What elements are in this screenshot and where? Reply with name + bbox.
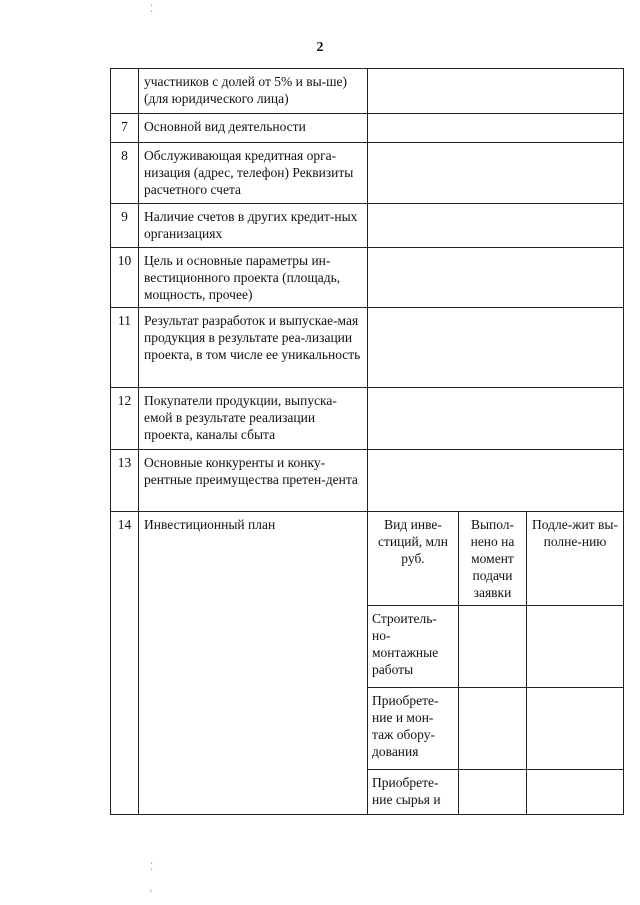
application-form-table bbox=[110, 68, 624, 815]
row-label: Обслуживающая кредитная орга-низация (адрес, телефон) Реквизиты расчетного счета bbox=[139, 143, 368, 204]
header-to-be-completed: Подле-жит вы-полне-нию bbox=[527, 512, 624, 606]
scan-artifact-bottom-2: ⸯ bbox=[148, 891, 154, 902]
row-number: 11 bbox=[111, 308, 139, 388]
table-row bbox=[111, 204, 624, 248]
investment-type-cell: Приобрете-ние сырья и bbox=[368, 770, 459, 815]
row-label: участников с долей от 5% и вы-ше) (для юридического лица) bbox=[139, 69, 368, 114]
row-value bbox=[368, 308, 624, 388]
row-number: 12 bbox=[111, 388, 139, 450]
scan-artifact-top: ⁚ bbox=[150, 4, 154, 15]
to-be-completed-cell bbox=[527, 688, 624, 770]
row-label: Покупатели продукции, выпуска-емой в результате реализации проекта, каналы сбыта bbox=[139, 388, 368, 450]
row-value bbox=[368, 388, 624, 450]
completed-cell bbox=[459, 606, 527, 688]
row-number: 14 bbox=[111, 512, 139, 815]
table-row bbox=[111, 308, 624, 388]
page-number: 2 bbox=[316, 40, 324, 55]
row-value bbox=[368, 114, 624, 143]
investment-plan-label: Инвестиционный план bbox=[139, 512, 368, 815]
table-row bbox=[111, 248, 624, 308]
completed-cell bbox=[459, 770, 527, 815]
investment-type-cell: Строитель-но-монтажные работы bbox=[368, 606, 459, 688]
table-row bbox=[111, 388, 624, 450]
row-number: 10 bbox=[111, 248, 139, 308]
table-row bbox=[111, 69, 624, 114]
investment-plan-header-row bbox=[111, 512, 624, 606]
row-number: 9 bbox=[111, 204, 139, 248]
row-number: 13 bbox=[111, 450, 139, 512]
row-value bbox=[368, 69, 624, 114]
row-value bbox=[368, 143, 624, 204]
row-label: Результат разработок и выпускае-мая продукция в результате реа-лизации проекта, в том числе ее уникальность bbox=[139, 308, 368, 388]
to-be-completed-cell bbox=[527, 606, 624, 688]
table-row bbox=[111, 450, 624, 512]
header-completed: Выпол-нено на момент подачи заявки bbox=[459, 512, 527, 606]
row-label: Основные конкуренты и конку-рентные преимущества претен-дента bbox=[139, 450, 368, 512]
investment-type-cell: Приобрете-ние и мон-таж обору-дования bbox=[368, 688, 459, 770]
row-value bbox=[368, 450, 624, 512]
table-row bbox=[111, 143, 624, 204]
scan-artifact-bottom: ⁚ bbox=[150, 862, 154, 873]
header-investment-type: Вид инве-стиций, млн руб. bbox=[368, 512, 459, 606]
row-label: Основной вид деятельности bbox=[139, 114, 368, 143]
to-be-completed-cell bbox=[527, 770, 624, 815]
table-row bbox=[111, 114, 624, 143]
row-number: 7 bbox=[111, 114, 139, 143]
row-label: Наличие счетов в других кредит-ных организациях bbox=[139, 204, 368, 248]
row-label: Цель и основные параметры ин-вестиционного проекта (площадь, мощность, прочее) bbox=[139, 248, 368, 308]
row-number bbox=[111, 69, 139, 114]
completed-cell bbox=[459, 688, 527, 770]
row-number: 8 bbox=[111, 143, 139, 204]
row-value bbox=[368, 248, 624, 308]
row-value bbox=[368, 204, 624, 248]
